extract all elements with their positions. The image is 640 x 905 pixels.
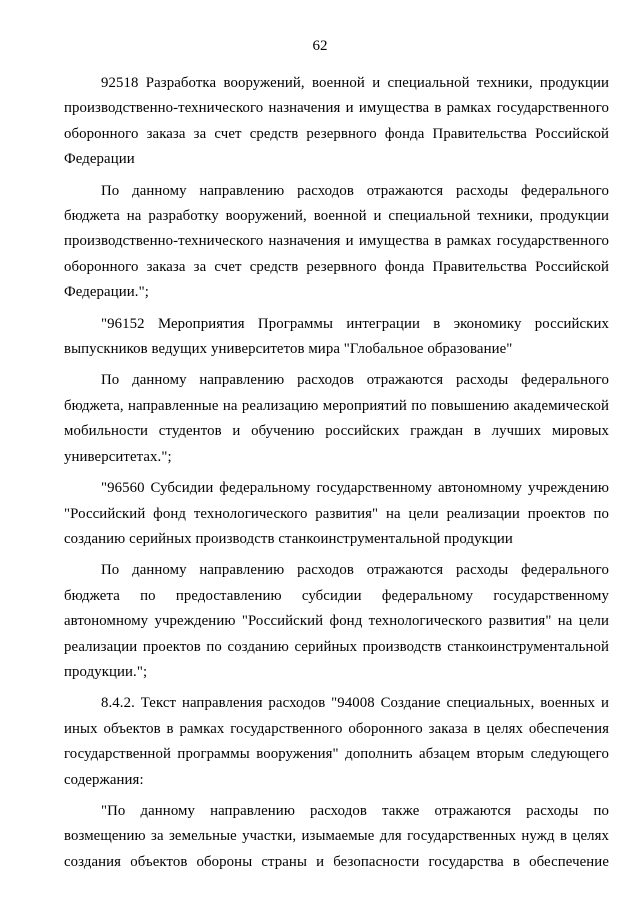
paragraph-line: "По данному направлению расходов также отражаются расходы по bbox=[101, 802, 609, 819]
paragraph-line: реализации проектов по созданию серийных производств станкоинструментальной bbox=[64, 638, 609, 655]
paragraph-line: производственно-технического назначения и имущества в рамках государственного bbox=[64, 233, 609, 250]
paragraph-line: автономному учреждению "Российский фонд технологического развития" на цели bbox=[64, 613, 609, 630]
paragraph-92518-description bbox=[64, 179, 609, 306]
paragraph-96152-description bbox=[64, 368, 609, 470]
paragraph-94008-new-text bbox=[64, 799, 609, 875]
paragraph-line: По данному направлению расходов отражаются расходы федерального bbox=[101, 372, 609, 389]
paragraph-96560-description bbox=[64, 558, 609, 685]
paragraph-line: продукции."; bbox=[64, 663, 148, 680]
paragraph-line: бюджета, направленные на реализацию мероприятий по повышению академической bbox=[64, 397, 609, 414]
paragraph-line: иных объектов в рамках государственного оборонного заказа в целях обеспечения bbox=[64, 720, 609, 737]
paragraph-line: возмещению за земельные участки, изымаемые для государственных нужд в целях bbox=[64, 828, 609, 845]
paragraph-line: университетах."; bbox=[64, 448, 172, 465]
paragraph-line: государственной программы вооружения" дополнить абзацем вторым следующего bbox=[64, 746, 609, 763]
paragraph-line: выпускников ведущих университетов мира "Глобальное образование" bbox=[64, 341, 513, 358]
paragraph-92518-heading bbox=[64, 71, 609, 173]
paragraph-line: бюджета на разработку вооружений, военной и специальной техники, продукции bbox=[64, 208, 609, 225]
page-number: 62 bbox=[312, 38, 328, 54]
paragraph-96152-heading bbox=[64, 312, 609, 363]
paragraph-line: бюджета по предоставлению субсидии федеральному государственному bbox=[64, 587, 609, 604]
paragraph-line: Федерации bbox=[64, 151, 135, 168]
paragraph-8-4-2-amendment bbox=[64, 691, 609, 793]
paragraph-line: 92518 Разработка вооружений, военной и специальной техники, продукции bbox=[101, 75, 609, 91]
paragraph-line: Федерации."; bbox=[64, 284, 149, 301]
paragraph-line: По данному направлению расходов отражаются расходы федерального bbox=[101, 562, 609, 579]
paragraph-line: 8.4.2. Текст направления расходов "94008 Создание специальных, военных и bbox=[101, 695, 609, 712]
paragraph-line: созданию серийных производств станкоинструментальной продукции bbox=[64, 530, 513, 547]
paragraph-line: производственно-технического назначения и имущества в рамках государственного bbox=[64, 100, 609, 117]
paragraph-line: оборонного заказа за счет средств резервного фонда Правительства Российской bbox=[64, 125, 609, 142]
paragraph-line: оборонного заказа за счет средств резервного фонда Правительства Российской bbox=[64, 258, 609, 275]
paragraph-line: "Российский фонд технологического развития" на цели реализации проектов по bbox=[64, 505, 609, 522]
paragraph-line: создания объектов обороны страны и безопасности государства в обеспечение bbox=[64, 853, 609, 870]
document-body bbox=[64, 71, 609, 881]
paragraph-line: По данному направлению расходов отражаются расходы федерального bbox=[101, 182, 609, 199]
paragraph-line: "96152 Мероприятия Программы интеграции в экономику российских bbox=[101, 315, 609, 332]
paragraph-line: мобильности студентов и обучению российских граждан в лучших мировых bbox=[64, 423, 609, 440]
paragraph-line: "96560 Субсидии федеральному государственному автономному учреждению bbox=[101, 480, 609, 497]
paragraph-96560-heading bbox=[64, 476, 609, 552]
paragraph-line: содержания: bbox=[64, 771, 144, 788]
